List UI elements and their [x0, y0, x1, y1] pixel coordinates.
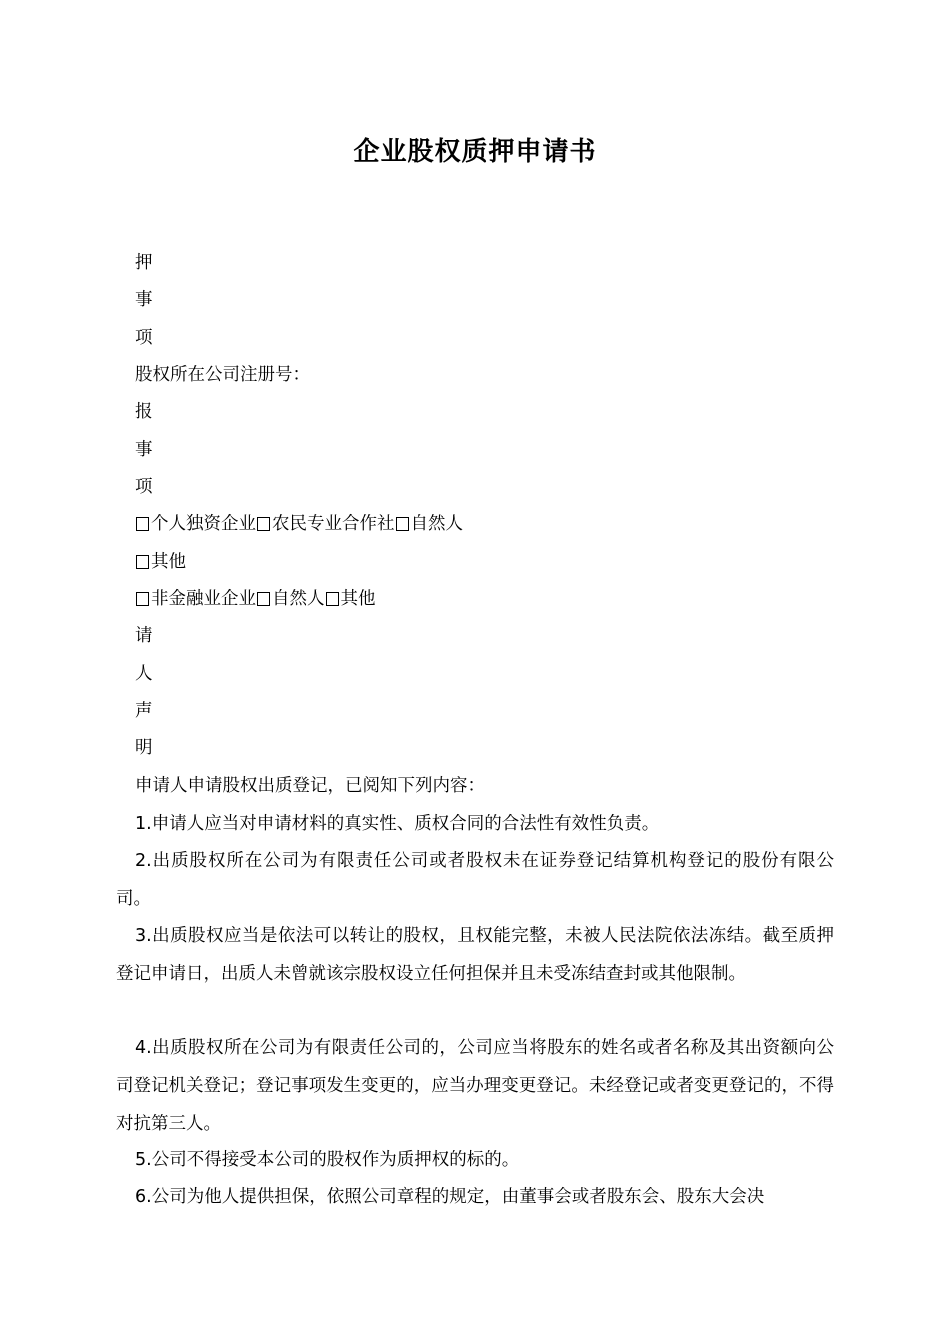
text-line: 事	[135, 440, 153, 460]
text-line: 项	[135, 328, 153, 348]
checkbox[interactable]	[326, 592, 339, 606]
checkbox[interactable]	[396, 517, 409, 531]
declaration-item: 3.出质股权应当是依法可以转让的股权，且权能完整，未被人民法院依法冻结。截至质押登记申请日，出质人未曾就该宗股权设立任何担保并且未受冻结查封或其他限制。	[116, 926, 834, 984]
checkbox-option[interactable]	[256, 587, 325, 611]
checkbox[interactable]	[136, 555, 149, 569]
checkbox-row	[135, 550, 186, 576]
checkbox-label: 非金融业企业	[151, 589, 256, 609]
text-line: 人	[135, 664, 153, 684]
declaration-item: 1.申请人应当对申请材料的真实性、质权合同的合法性有效性负责。	[135, 814, 660, 834]
checkbox-option[interactable]	[395, 512, 464, 536]
checkbox-label: 个人独资企业	[151, 514, 256, 534]
document-title: 企业股权质押申请书	[353, 137, 597, 167]
text-line: 押	[135, 253, 153, 273]
declaration-item: 4.出质股权所在公司为有限责任公司的，公司应当将股东的姓名或者名称及其出资额向公司登记机关登记；登记事项发生变更的，应当办理变更登记。未经登记或者变更登记的，不得对抗第三人。	[116, 1038, 834, 1134]
declaration-item: 6.公司为他人提供担保，依照公司章程的规定，由董事会或者股东会、股东大会决	[135, 1187, 765, 1207]
text-line: 项	[135, 477, 153, 497]
checkbox-option[interactable]	[256, 512, 395, 536]
checkbox[interactable]	[136, 517, 149, 531]
checkbox[interactable]	[136, 592, 149, 606]
declaration-item: 5.公司不得接受本公司的股权作为质押权的标的。	[135, 1150, 520, 1170]
checkbox-label: 自然人	[410, 514, 463, 534]
text-line: 报	[135, 402, 153, 422]
declaration-item: 2.出质股权所在公司为有限责任公司或者股权未在证券登记结算机构登记的股份有限公司。	[116, 851, 834, 909]
checkbox-option[interactable]	[135, 512, 256, 536]
registration-number-label: 股权所在公司注册号：	[135, 365, 310, 385]
checkbox-label: 自然人	[272, 589, 325, 609]
checkbox-row	[135, 587, 376, 613]
checkbox-option[interactable]	[135, 550, 186, 574]
checkbox-label: 其他	[340, 589, 376, 609]
checkbox-option[interactable]	[325, 587, 376, 611]
declaration-intro: 申请人申请股权出质登记，已阅知下列内容：	[135, 776, 485, 796]
checkbox-label: 农民专业合作社	[272, 514, 395, 534]
checkbox-option[interactable]	[135, 587, 256, 611]
text-line: 请	[135, 626, 153, 646]
checkbox[interactable]	[257, 592, 270, 606]
text-line: 明	[135, 738, 153, 758]
checkbox[interactable]	[257, 517, 270, 531]
text-line: 声	[135, 701, 153, 721]
checkbox-row	[135, 512, 463, 538]
text-line: 事	[135, 290, 153, 310]
checkbox-label: 其他	[151, 552, 186, 572]
